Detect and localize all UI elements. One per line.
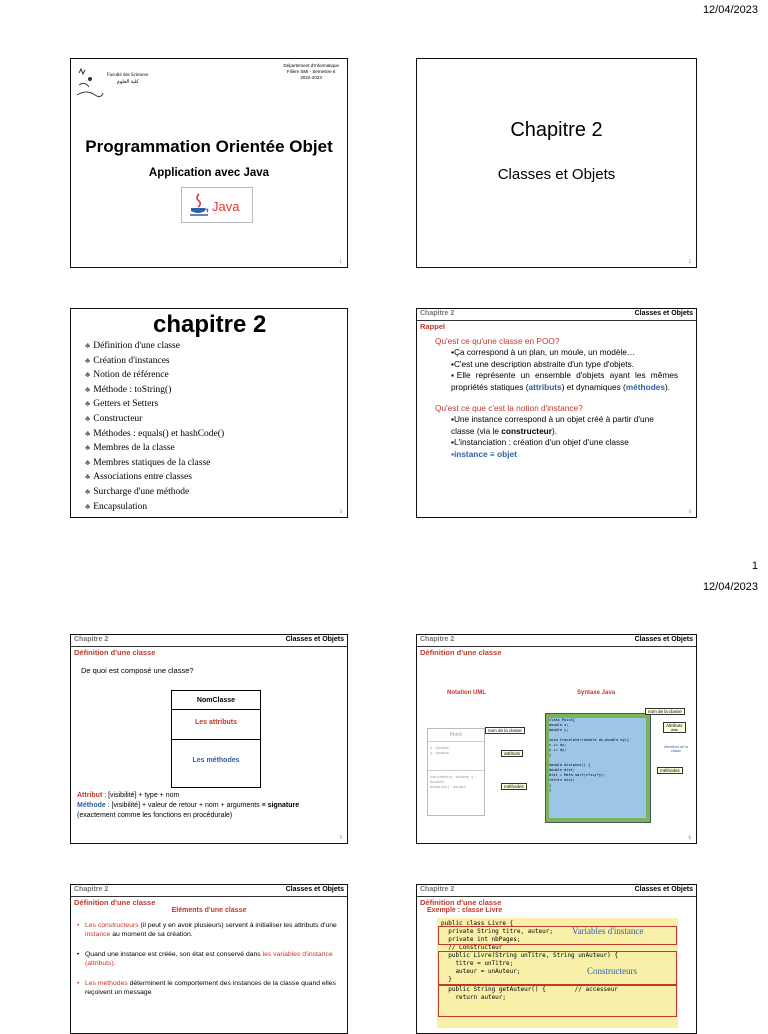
slide-main-title: Programmation Orientée Objet xyxy=(85,137,333,156)
annotation-constructors: Constructeurs xyxy=(587,966,637,976)
list-item: ♣ Méthode : toString() xyxy=(85,384,172,395)
university-logo-icon xyxy=(75,65,105,105)
section-title: Définition d'une classe xyxy=(74,648,156,657)
list-item: ♣ Création d'instances xyxy=(85,355,170,366)
outline-list xyxy=(85,339,224,514)
constructor-box xyxy=(438,951,677,985)
java-logo-text: Java xyxy=(212,199,240,214)
outline-heading: chapitre 2 xyxy=(153,311,267,338)
slide-number: 3 xyxy=(339,509,342,514)
slide-body: Qu'est ce qu'une classe en POO? ▪Ça correspond à un plan, un moule, un modèle… ▪C'est une description abstraite d'un type d'objets. ▪Elle représente un ensemble d'objets ayant les mêmes propriétés statiques (attributs) et dynamiques (méthodes). Qu'est ce que c'est la notion d'instance? ▪Une instance correspond à un objet créé à partir d'une classe (via le constructeur). ▪L'instanciation : création d'un objet d'une classe ▪instance ≡ objet xyxy=(435,336,678,459)
class-methods: Les méthodes xyxy=(192,757,240,764)
department-info: Département d'Informatique Filière SMI - Semestre 6 2022-2023 xyxy=(283,63,339,80)
list-item: ♣ Getters et Setters xyxy=(85,399,159,410)
bullet-icon: ♣ xyxy=(85,443,91,453)
bullet-icon: ♣ xyxy=(85,413,91,423)
list-item: ♣ Méthodes : equals() et hashCode() xyxy=(85,428,225,439)
question: De quoi est composé une classe? xyxy=(81,666,194,675)
tag-attributes: attributs xyxy=(501,750,523,757)
list-item: ♣ Associations entre classes xyxy=(85,472,192,483)
list-item: ♣ Notion de référence xyxy=(85,370,169,381)
slide-header: Chapitre 2 Classes et Objets xyxy=(417,885,696,897)
java-logo xyxy=(181,187,253,223)
class-box-diagram xyxy=(171,690,261,788)
class-name: NomClasse xyxy=(196,697,236,704)
slide-header: Chapitre 2 Classes et Objets xyxy=(71,635,347,647)
slide-subtitle: Application avec Java xyxy=(148,167,270,179)
tag-attributes-java: Attributs data xyxy=(663,722,686,733)
list-item: ♣ Surcharge d'une méthode xyxy=(85,486,190,497)
slide-class-definition xyxy=(70,634,348,844)
section-title: Définition d'une classe xyxy=(420,898,502,907)
section-title: Rappel xyxy=(420,322,446,331)
slide-number: 6 xyxy=(688,835,691,840)
slide-number: 2 xyxy=(688,259,691,264)
slide-chapter xyxy=(416,58,697,268)
livre-code-block: public class Livre { private String titre, auteur; private int nbPages; // Constructeur public Livre(String unTitre, String unAuteur) { titre = unTitre; auteur = unAuteur; } public String getAuteur() { // accesseur return auteur; Variables d'instance Constructeurs xyxy=(437,918,678,1028)
bullet-icon: ♣ xyxy=(85,399,91,409)
definitions: Attribut : [visibilité] + type + nom Méthode : [visibilité] + valeur de retour + nom + arguments ≡ signature (exactement comme les fonctions en procédurale) xyxy=(77,792,300,819)
slide-number: 5 xyxy=(339,835,342,840)
bullet-icon: ♣ xyxy=(85,370,91,380)
bullet-icon: ♣ xyxy=(85,428,91,438)
tag-members: Membres de la classe xyxy=(664,745,688,753)
slide-rappel xyxy=(416,308,697,518)
java-code: class Point{ double x; double y; void translater(double dx,double dy){ x += dx; y += dy; } double distance() { double dist; dist = Math.sqrt(x*x+y*y); return dist; } } xyxy=(549,718,646,818)
chapter-subtitle: Classes et Objets xyxy=(497,166,616,183)
annotation-instance-vars: Variables d'instance xyxy=(572,926,644,936)
example-title: Exemple : classe Livre xyxy=(427,907,503,914)
list-item: ♣ Membres statiques de la classe xyxy=(85,457,211,468)
java-cup-icon xyxy=(188,192,210,218)
slide-body: • Les constructeurs (il peut y en avoir plusieurs) servent à initialiser les attributs d'une instance au moment de sa création. • Quand une instance est créée, son état est conservé dans les variables d'instance (attributs). • Les méthodes déterminent le comportement des instances de la classe quand elles reçoivent un message xyxy=(77,922,337,996)
java-label: Syntaxe Java xyxy=(577,690,616,696)
tag-class-name: nom de la classe xyxy=(485,727,525,734)
tag-methods: méthodes xyxy=(501,783,527,790)
uml-class-box: Point x : double y : double translater(x : double, y : double) distance() : double xyxy=(427,728,485,816)
slide-uml-java xyxy=(416,634,697,844)
accessor-box xyxy=(438,985,677,1017)
list-item: ♣ Membres de la classe xyxy=(85,443,175,454)
page-date: 12/04/2023 xyxy=(702,4,758,16)
slide-example-livre xyxy=(416,884,697,1034)
elements-heading: Eléments d'une classe xyxy=(171,907,247,914)
class-attributes: Les attributs xyxy=(194,719,237,726)
slide-header: Chapitre 2 Classes et Objets xyxy=(417,309,696,321)
page-date: 12/04/2023 xyxy=(702,581,758,593)
slide-title xyxy=(70,58,348,268)
slide-header: Chapitre 2 Classes et Objets xyxy=(417,635,696,647)
slide-class-elements xyxy=(70,884,348,1034)
list-item: ♣ Constructeur xyxy=(85,413,143,424)
chapter-title: Chapitre 2 xyxy=(510,119,603,141)
slide-number: 1 xyxy=(339,259,342,264)
slide-number: 4 xyxy=(688,509,691,514)
java-code-block xyxy=(545,713,651,823)
tag-methods-java: méthodes xyxy=(657,767,683,774)
bullet-icon: ♣ xyxy=(85,341,91,350)
page-number: 1 xyxy=(751,560,758,572)
bullet-icon: ♣ xyxy=(85,457,91,467)
bullet-icon: ♣ xyxy=(85,355,91,365)
tag-class-name-java: nom de la classe xyxy=(645,708,685,715)
list-item: ♣ Encapsulation xyxy=(85,501,148,512)
uml-label: Notation UML xyxy=(447,690,486,696)
section-title: Définition d'une classe xyxy=(420,648,502,657)
slide-header: Chapitre 2 Classes et Objets xyxy=(71,885,347,897)
slide-outline xyxy=(70,308,348,518)
bullet-icon: ♣ xyxy=(85,486,91,496)
bullet-icon: ♣ xyxy=(85,384,91,394)
section-title: Définition d'une classe xyxy=(74,898,156,907)
bullet-icon: ♣ xyxy=(85,501,91,511)
list-item: ♣ Définition d'une classe xyxy=(85,341,180,351)
bullet-icon: ♣ xyxy=(85,472,91,482)
faculty-name: Faculté des Sciences كلية العلوم xyxy=(107,73,149,85)
